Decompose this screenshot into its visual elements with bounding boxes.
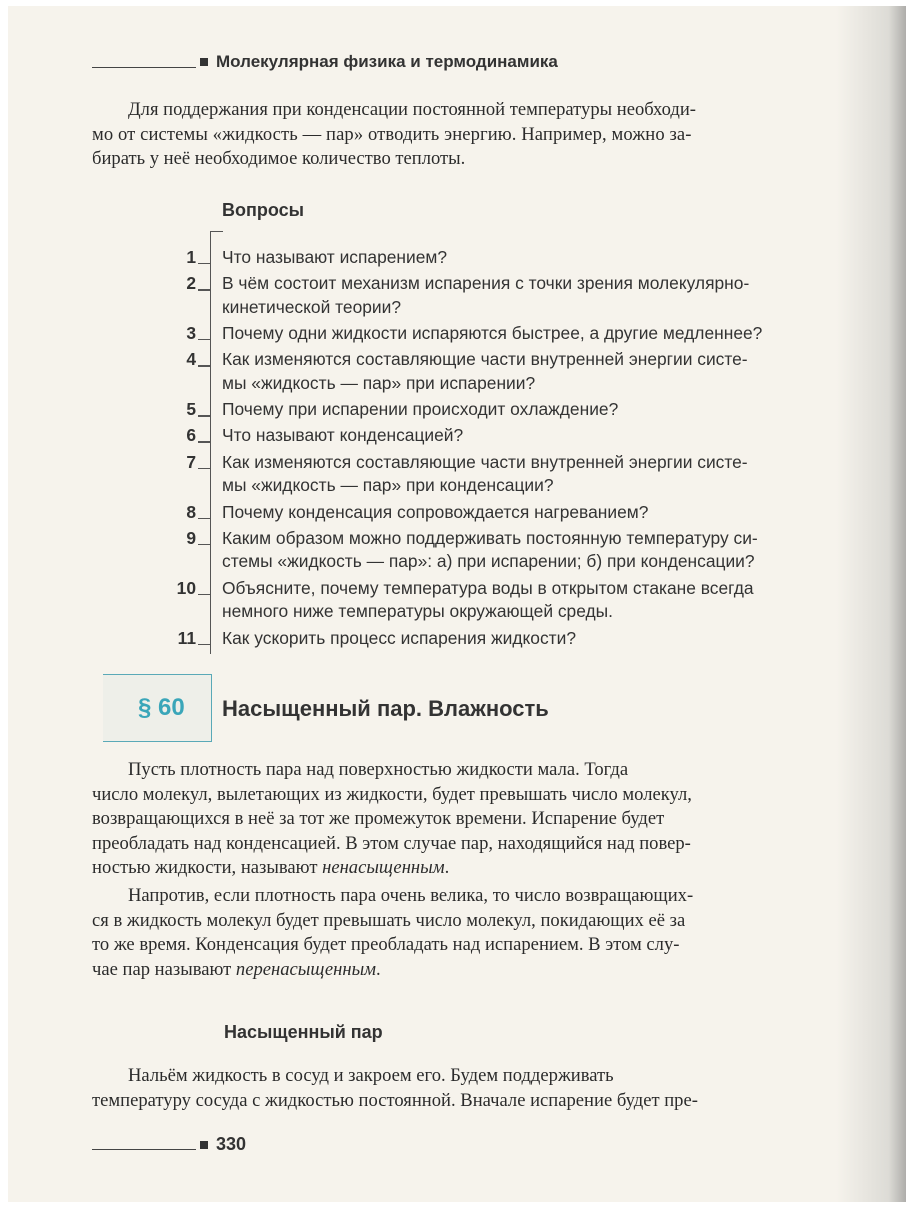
question-tick — [198, 365, 210, 366]
paragraph-line: то же время. Конденсация будет преобладать над испарением. В этом слу- — [92, 934, 680, 955]
question-text: Что называют конденсацией? — [222, 425, 464, 446]
intro-paragraph — [92, 98, 882, 172]
question-text: Объясните, почему температура воды в открытом стакане всегда — [222, 577, 754, 598]
intro-line: Для поддержания при конденсации постоянной температуры необходи- — [128, 99, 696, 120]
questions-list — [158, 246, 898, 653]
question-number: 1 — [186, 247, 196, 267]
paragraph-line: ся в жидкость молекул будет превышать число молекул, покидающих её за — [92, 909, 686, 931]
paragraph-saturated — [92, 1064, 882, 1113]
question-number: 2 — [186, 273, 196, 294]
paragraph-line: температуру сосуда с жидкостью постоянной. Вначале испарение будет пре- — [92, 1089, 698, 1111]
term-supersaturated: перенасыщенным — [235, 958, 377, 980]
question-tick — [198, 544, 210, 545]
question-tick — [198, 518, 210, 519]
running-header — [92, 50, 792, 74]
paragraph-line — [92, 958, 882, 983]
question-item — [158, 424, 898, 448]
question-text: немного ниже температуры окружающей среды. — [222, 601, 613, 622]
paragraph-supersaturated — [92, 884, 882, 982]
footer-rule — [92, 1149, 196, 1150]
paragraph-text: чае пар называют — [92, 958, 236, 980]
question-number: 9 — [186, 527, 196, 548]
question-item — [158, 527, 898, 574]
question-item — [158, 322, 898, 346]
paragraph-line: возвращающихся в неё за тот же промежуток времени. Испарение будет — [92, 808, 665, 829]
question-item — [158, 451, 898, 498]
question-number: 3 — [186, 323, 196, 344]
question-text: В чём состоит механизм испарения с точки зрения молекулярно- — [222, 273, 750, 294]
paragraph-unsaturated — [92, 758, 882, 881]
question-item — [158, 398, 898, 422]
intro-line: мо от системы «жидкость — пар» отводить энергию. Например, можно за- — [92, 123, 692, 145]
question-number: 5 — [186, 399, 196, 420]
paragraph-line: Напротив, если плотность пара очень велика, то число возвращающих- — [128, 885, 694, 906]
question-tick — [198, 468, 210, 469]
paragraph-text: ностью жидкости, называют — [92, 857, 323, 878]
question-item — [158, 348, 898, 395]
question-tick — [198, 594, 210, 595]
question-tick — [198, 289, 210, 290]
question-number: 6 — [186, 425, 196, 446]
textbook-page — [8, 6, 906, 1202]
question-text: Как изменяются составляющие части внутренней энергии систе- — [222, 349, 748, 370]
question-number: 7 — [186, 451, 196, 472]
header-rule — [92, 67, 196, 68]
intro-line: бирать у неё необходимое количество теплоты. — [92, 148, 466, 169]
question-item — [158, 272, 898, 319]
question-tick — [198, 263, 210, 264]
page-number: 330 — [216, 1134, 247, 1154]
question-item — [158, 501, 898, 525]
question-item — [158, 577, 898, 624]
question-number: 11 — [177, 627, 196, 648]
term-unsaturated: ненасыщенным — [322, 857, 445, 878]
question-text: кинетической теории? — [222, 296, 402, 317]
question-tick — [198, 415, 210, 416]
paragraph-line — [92, 856, 882, 881]
question-tick — [198, 644, 210, 645]
section-title: Насыщенный пар. Влажность — [222, 696, 549, 721]
question-text: Как изменяются составляющие части внутренней энергии систе- — [222, 451, 748, 472]
question-text: Почему одни жидкости испаряются быстрее, а другие медленнее? — [222, 323, 763, 344]
questions-title: Вопросы — [222, 200, 305, 220]
question-text: стемы «жидкость — пар»: а) при испарении; б) при конденсации? — [222, 551, 755, 572]
paragraph-text: . — [376, 958, 381, 980]
paragraph-line: число молекул, вылетающих из жидкости, будет превышать число молекул, — [92, 783, 692, 805]
paragraph-line: Нальём жидкость в сосуд и закроем его. Будем поддерживать — [128, 1065, 614, 1086]
page-footer — [92, 1134, 246, 1155]
question-text: мы «жидкость — пар» при испарении? — [222, 373, 536, 394]
running-title: Молекулярная физика и термодинамика — [216, 52, 558, 71]
question-item — [158, 627, 898, 651]
question-tick — [198, 339, 210, 340]
question-text: Что называют испарением? — [222, 247, 448, 267]
question-number: 10 — [176, 577, 196, 598]
paragraph-text: . — [444, 857, 450, 878]
question-text: Как ускорить процесс испарения жидкости? — [222, 627, 577, 648]
question-text: Почему конденсация сопровождается нагреванием? — [222, 501, 649, 522]
question-item — [158, 246, 898, 270]
question-number: 8 — [186, 501, 196, 522]
question-text: Почему при испарении происходит охлаждение? — [222, 399, 619, 420]
footer-square-icon — [200, 1141, 208, 1149]
header-square-icon — [200, 58, 208, 66]
subsection-title: Насыщенный пар — [224, 1022, 383, 1042]
paragraph-line: преобладать над конденсацией. В этом случае пар, находящийся над повер- — [92, 832, 691, 854]
paragraph-line: Пусть плотность пара над поверхностью жидкости мала. Тогда — [128, 759, 629, 780]
question-text: Каким образом можно поддерживать постоянную температуру си- — [222, 527, 758, 548]
question-tick — [198, 441, 210, 442]
question-number: 4 — [186, 349, 196, 370]
question-text: мы «жидкость — пар» при конденсации? — [222, 475, 554, 496]
section-number: § 60 — [138, 694, 185, 721]
